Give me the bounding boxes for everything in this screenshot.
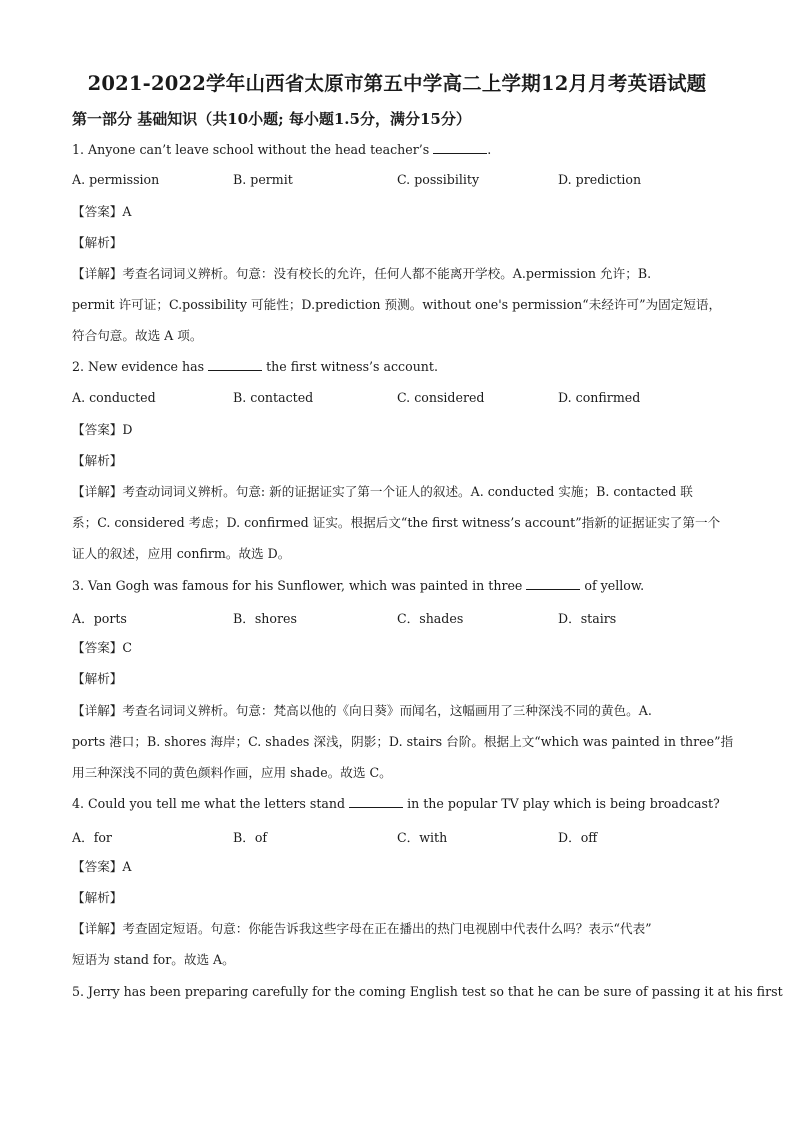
- question-1-stem: [72, 141, 491, 159]
- question-4-stem: [72, 795, 720, 813]
- question-stem-text: 4. Could you tell me what the letters stand: [72, 796, 350, 811]
- section-heading: 第一部分 基础知识（共10小题; 每小题1.5分，满分15分）: [72, 110, 471, 128]
- detail-line: 【详解】考查动词词义辨析。句意: 新的证据证实了第一个证人的叙述。A. conducted 实施；B. contacted 联: [72, 484, 693, 499]
- option-b: B. permit: [233, 172, 293, 187]
- question-stem-text: 3. Van Gogh was famous for his Sunflower, which was painted in three: [72, 578, 527, 593]
- question-stem-text: 2. New evidence has: [72, 359, 209, 374]
- answer-line: 【答案】D: [72, 422, 133, 437]
- option-c: C. considered: [397, 390, 485, 405]
- detail-line: 【详解】考查名词词义辨析。句意：没有校长的允许，任何人都不能离开学校。A.permission 允许；B.: [72, 266, 652, 281]
- option-c: C. possibility: [397, 172, 480, 187]
- answer-line: 【答案】A: [72, 204, 132, 219]
- answer-blank: [526, 577, 580, 590]
- detail-line: 【详解】考查固定短语。句意：你能告诉我这些字母在正在播出的热门电视剧中代表什么吗？表示“代表”: [72, 921, 652, 936]
- option-c: C．shades: [397, 611, 464, 626]
- detail-line: permit 许可证；C.possibility 可能性；D.prediction 预测。without one's permission“未经许可”为固定短语，: [72, 297, 722, 312]
- answer-line: 【答案】A: [72, 859, 132, 874]
- option-d: D．off: [558, 830, 598, 845]
- detail-line: ports 港口；B. shores 海岸；C. shades 深浅，阴影；D. stairs 台阶。根据上文“which was painted in three”指: [72, 734, 734, 749]
- question-stem-text: in the popular TV play which is being broadcast?: [403, 796, 720, 811]
- answer-blank: [208, 358, 262, 371]
- detail-line: 证人的叙述，应用 confirm。故选 D。: [72, 546, 291, 561]
- question-stem-text: the first witness’s account.: [262, 359, 438, 374]
- answer-blank: [349, 795, 403, 808]
- question-5-stem: 5. Jerry has been preparing carefully for the coming English test so that he can be sure of passing it at his first: [72, 984, 783, 999]
- option-b: B．shores: [233, 611, 297, 626]
- page-title: 2021-2022学年山西省太原市第五中学高二上学期12月月考英语试题: [87, 72, 707, 95]
- question-3-stem: [72, 577, 644, 595]
- detail-line: 系；C. considered 考虑；D. confirmed 证实。根据后文“the first witness’s account”指新的证据证实了第一个: [72, 515, 721, 530]
- question-stem-text: .: [487, 142, 492, 157]
- question-1-options: [72, 172, 722, 190]
- option-d: D. confirmed: [558, 390, 641, 405]
- question-3-options: [72, 608, 722, 626]
- option-d: D．stairs: [558, 611, 617, 626]
- option-a: A. permission: [72, 172, 160, 187]
- option-b: B．of: [233, 830, 268, 845]
- detail-line: 【详解】考查名词词义辨析。句意：梵高以他的《向日葵》而闻名，这幅画用了三种深浅不同的黄色。A.: [72, 703, 652, 718]
- question-4-options: [72, 827, 722, 845]
- answer-line: 【答案】C: [72, 640, 133, 655]
- option-a: A．for: [72, 830, 112, 845]
- option-c: C．with: [397, 830, 448, 845]
- answer-blank: [433, 141, 487, 154]
- analysis-label: 【解析】: [72, 890, 123, 905]
- detail-line: 符合句意。故选 A 项。: [72, 328, 203, 343]
- analysis-label: 【解析】: [72, 671, 123, 686]
- question-2-stem: [72, 358, 438, 376]
- analysis-label: 【解析】: [72, 235, 123, 250]
- option-d: D. prediction: [558, 172, 642, 187]
- question-stem-text: of yellow.: [580, 578, 645, 593]
- option-b: B. contacted: [233, 390, 314, 405]
- question-2-options: [72, 390, 722, 408]
- option-a: A．ports: [72, 611, 127, 626]
- option-a: A. conducted: [72, 390, 156, 405]
- detail-line: 短语为 stand for。故选 A。: [72, 952, 235, 967]
- question-stem-text: 1. Anyone can’t leave school without the head teacher’s: [72, 142, 434, 157]
- detail-line: 用三种深浅不同的黄色颜料作画，应用 shade。故选 C。: [72, 765, 392, 780]
- analysis-label: 【解析】: [72, 453, 123, 468]
